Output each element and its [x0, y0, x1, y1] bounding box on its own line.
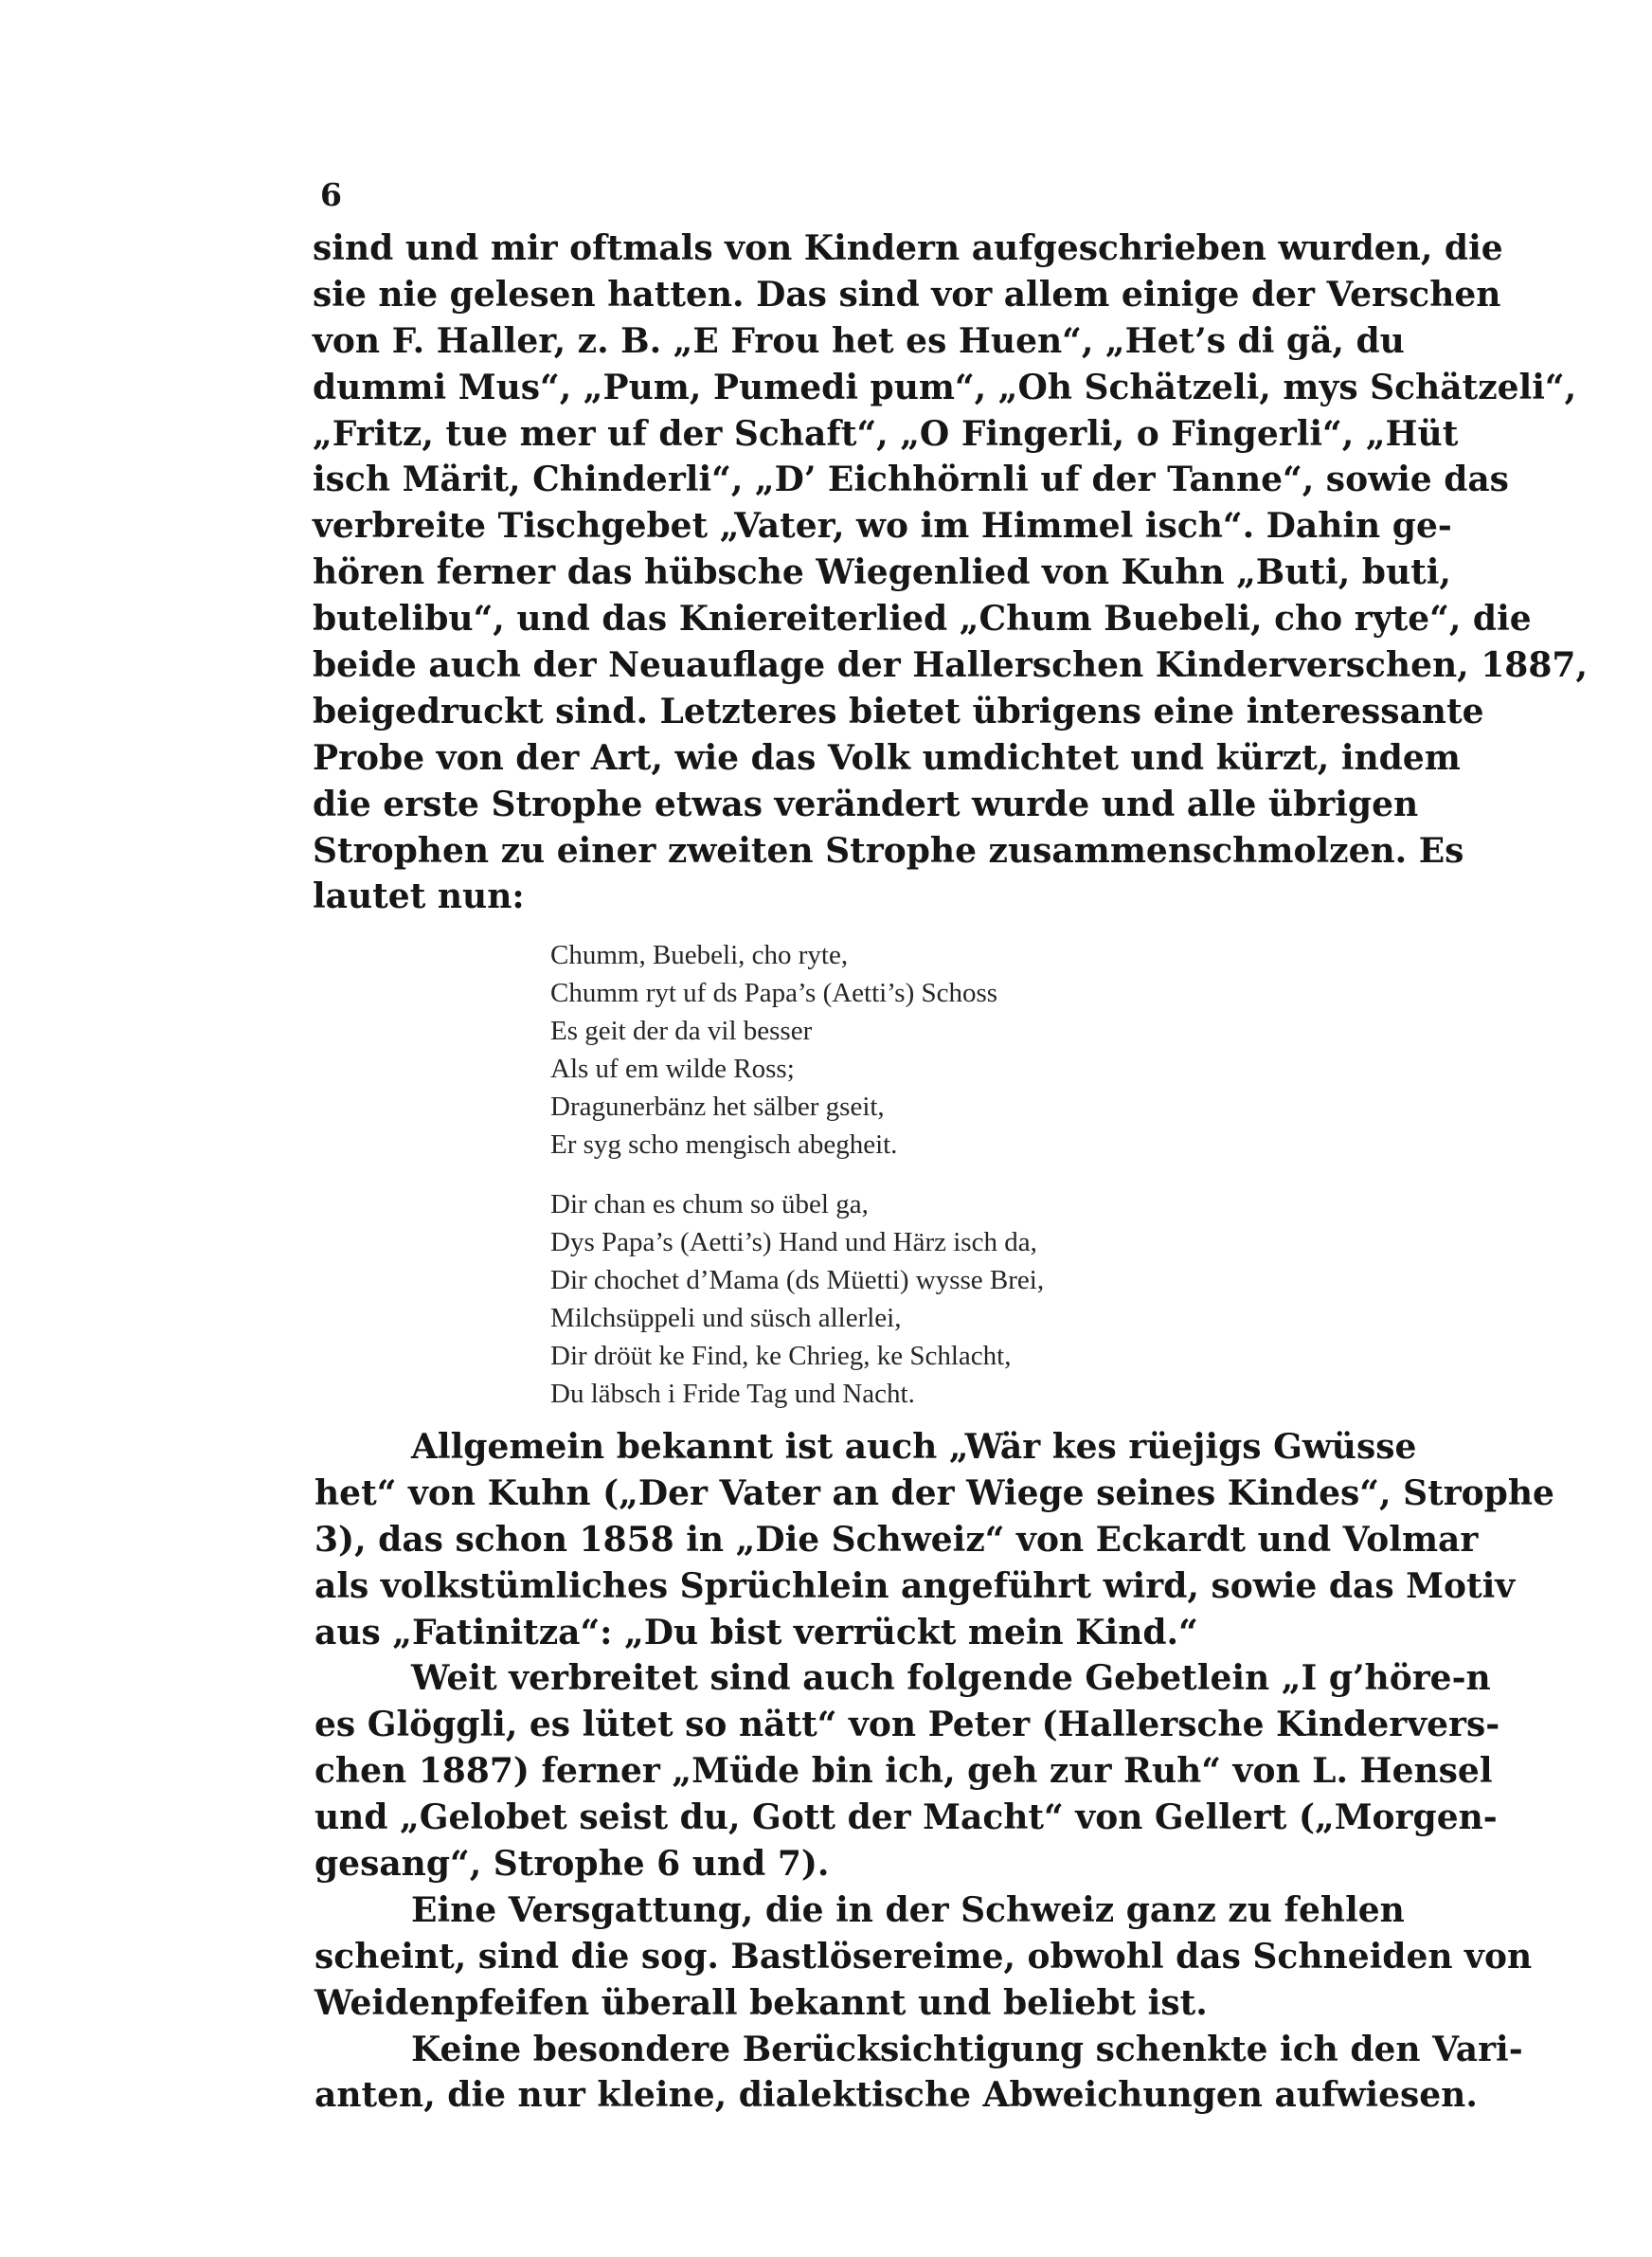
text-line: Weidenpfeifen überall bekannt und beliebt ist.	[314, 1982, 1208, 2023]
verse-line: Chumm, Buebeli, cho ryte,	[550, 940, 849, 970]
text-line: het“ von Kuhn („Der Vater an der Wiege seines Kindes“, Strophe	[314, 1472, 1554, 1513]
text-line: dummi Mus“, „Pum, Pumedi pum“, „Oh Schätzeli, mys Schätzeli“,	[313, 367, 1577, 407]
poem-stanza-1	[550, 936, 1270, 1164]
text-line: 3), das schon 1858 in „Die Schweiz“ von Eckardt und Volmar	[314, 1519, 1479, 1560]
verse-line: Dir chan es chum so übel ga,	[550, 1189, 869, 1219]
verse-line: Es geit der da vil besser	[550, 1016, 813, 1046]
verse-line: Chumm ryt uf ds Papa’s (Aetti’s) Schoss	[550, 978, 998, 1008]
text-line: sind und mir oftmals von Kindern aufgeschrieben wurden, die	[313, 228, 1503, 268]
verse-line: Du läbsch i Fride Tag und Nacht.	[550, 1379, 915, 1409]
text-line: Strophen zu einer zweiten Strophe zusammenschmolzen. Es	[313, 830, 1464, 871]
text-line: Weit verbreitet sind auch folgende Gebetlein „I g’höre-n	[411, 1658, 1491, 1699]
poem-stanza-2	[550, 1185, 1270, 1413]
text-line: verbreite Tischgebet „Vater, wo im Himmel isch“. Dahin ge-	[313, 506, 1452, 547]
text-line: aus „Fatinitza“: „Du bist verrückt mein Kind.“	[314, 1612, 1198, 1652]
text-line: lautet nun:	[313, 876, 525, 917]
text-line: isch Märit, Chinderli“, „D’ Eichhörnli uf der Tanne“, sowie das	[313, 460, 1509, 500]
page-number: 6	[320, 176, 342, 213]
prose-block-bottom	[314, 1424, 1554, 2119]
text-line: Allgemein bekannt ist auch „Wär kes rüejigs Gwüsse	[411, 1427, 1417, 1467]
verse-line: Er syg scho mengisch abegheit.	[550, 1129, 898, 1160]
text-line: hören ferner das hübsche Wiegenlied von Kuhn „Buti, buti,	[313, 552, 1451, 593]
text-line: und „Gelobet seist du, Gott der Macht“ von Gellert („Morgen-	[314, 1797, 1498, 1838]
text-line: Probe von der Art, wie das Volk umdichtet und kürzt, indem	[313, 737, 1461, 778]
verse-line: Dir chochet d’Mama (ds Müetti) wysse Brei,	[550, 1265, 1045, 1295]
text-line: beide auch der Neuauflage der Hallerschen Kinderverschen, 1887,	[313, 645, 1588, 686]
prose-block-top	[313, 226, 1588, 920]
text-line: Eine Versgattung, die in der Schweiz ganz zu fehlen	[411, 1889, 1405, 1930]
verse-line: Milchsüppeli und süsch allerlei,	[550, 1303, 902, 1333]
text-line: „Fritz, tue mer uf der Schaft“, „O Fingerli, o Fingerli“, „Hüt	[313, 413, 1459, 454]
text-line: es Glöggli, es lütet so nätt“ von Peter (Hallersche Kindervers-	[314, 1705, 1500, 1745]
verse-line: Dir dröüt ke Find, ke Chrieg, ke Schlacht,	[550, 1341, 1012, 1371]
verse-line: Dragunerbänz het sälber gseit,	[550, 1092, 885, 1122]
text-line: gesang“, Strophe 6 und 7).	[314, 1844, 830, 1885]
text-line: sie nie gelesen hatten. Das sind vor allem einige der Verschen	[313, 274, 1501, 315]
text-line: Keine besondere Berücksichtigung schenkte ich den Vari-	[411, 2029, 1523, 2069]
text-line: butelibu“, und das Kniereiterlied „Chum Buebeli, cho ryte“, die	[313, 599, 1532, 640]
text-line: anten, die nur kleine, dialektische Abweichungen aufwiesen.	[314, 2075, 1478, 2116]
text-line: die erste Strophe etwas verändert wurde und alle übrigen	[313, 784, 1419, 824]
text-line: von F. Haller, z. B. „E Frou het es Huen“, „Het’s di gä, du	[313, 320, 1405, 361]
text-line: scheint, sind die sog. Bastlösereime, obwohl das Schneiden von	[314, 1936, 1533, 1977]
text-line: als volkstümliches Sprüchlein angeführt wird, sowie das Motiv	[314, 1565, 1516, 1606]
text-line: chen 1887) ferner „Müde bin ich, geh zur Ruh“ von L. Hensel	[314, 1751, 1493, 1792]
verse-line: Als uf em wilde Ross;	[550, 1054, 795, 1084]
verse-line: Dys Papa’s (Aetti’s) Hand und Härz isch da,	[550, 1227, 1037, 1257]
text-line: beigedruckt sind. Letzteres bietet übrigens eine interessante	[313, 691, 1484, 731]
